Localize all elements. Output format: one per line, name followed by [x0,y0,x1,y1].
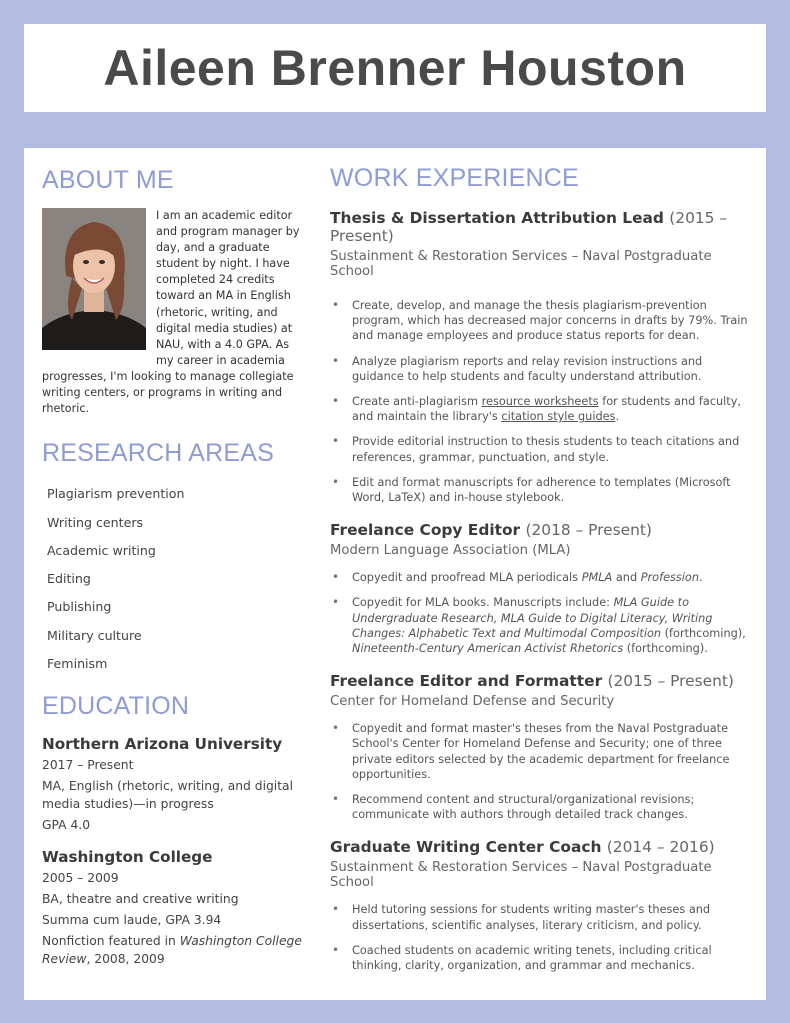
job-years: (2014 – 2016) [606,838,715,857]
job-title [330,521,754,539]
bullet-text: and [612,571,641,585]
job-title-text: Graduate Writing Center Coach [330,838,602,857]
job-bullets [330,298,754,505]
list-item: • Coached students on academic writing tenets, including critical thinking, clarity, organization, and grammar and mechanics. [330,943,754,973]
note-publication: Washington College Review [42,934,302,967]
resource-worksheets-link[interactable]: resource worksheets [481,395,599,409]
job-bullets [330,721,754,822]
school-degree: BA, theatre and creative writing [42,892,239,907]
job-title-text: Freelance Copy Editor [330,521,521,540]
list-item: • Create, develop, and manage the thesis plagiarism-prevention program, which has decreased major concerns in drafts by 79%. Train and manage employees and produce status reports for dean. [330,298,754,344]
bullet-text: . [615,410,620,424]
bullet-text: . [699,571,703,585]
school-note [42,932,310,968]
right-column [330,164,754,983]
job-title [330,672,754,690]
about-section [42,208,310,417]
school-gpa: GPA 4.0 [42,818,91,833]
job-entry [330,521,754,656]
list-item: • Analyze plagiarism reports and relay revision instructions and guidance to help students and faculty understand attribution. [330,354,754,384]
job-entry [330,672,754,822]
list-item [330,595,754,656]
job-title [330,838,754,856]
job-org: Sustainment & Restoration Services – Naval Postgraduate School [330,860,712,891]
citation-style-guides-link[interactable]: citation style guides [501,410,616,424]
left-column [42,166,310,968]
education-entry-washington [42,848,310,968]
job-title-text: Freelance Editor and Formatter [330,672,603,691]
job-entry [330,838,754,973]
education-title: EDUCATION [42,692,190,721]
list-item: Academic writing [47,542,156,558]
job-years: (2018 – Present) [525,521,652,540]
note-suffix: , 2008, 2009 [86,952,165,967]
bullet-text: for students and faculty, and maintain the library's [352,395,741,424]
about-text: I am an academic editor and program manager by day, and a graduate student by night. I have completed 24 credits toward an MA in English (rhetoric, writing, and digital media studies) at NAU, with a 4.0 GPA. As my career in academia progresses, I'm looking to manage collegiate writing centers, or programs in writing and rhetoric. [42,209,300,416]
publication-title: Nineteenth-Century American Activist Rhetorics [352,642,624,656]
publication-title: MLA Guide to Undergraduate Research, MLA Guide to Digital Literacy, Writing Changes: Alphabetic Text and Multimodal Composition [352,596,713,640]
list-item: Feminism [47,656,108,671]
header-banner [24,24,766,112]
job-title-text: Thesis & Dissertation Attribution Lead [330,209,664,227]
list-item: Military culture [47,627,142,643]
list-item: • Held tutoring sessions for students writing master's theses and dissertations, scientific analyses, literary criticism, and policy. [330,902,754,932]
bullet-text: (forthcoming), [661,626,746,640]
job-org: Center for Homeland Defense and Security [330,694,615,710]
research-title: RESEARCH AREAS [42,439,275,468]
list-item: Editing [47,571,91,587]
list-item: • Provide editorial instruction to thesis students to teach citations and references, grammar, punctuation, and style. [330,434,754,464]
school-name: Washington College [42,848,213,867]
school-degree: MA, English (rhetoric, writing, and digital media studies)—in progress [42,779,293,812]
job-org: Modern Language Association (MLA) [330,543,571,559]
about-title: ABOUT ME [42,166,174,194]
school-name: Northern Arizona University [42,735,283,754]
list-item: • Copyedit and format master's theses from the Naval Postgraduate School's Center for Homeland Defense and Security; one of three private editors selected by the academic department for freelance opportunities. [330,721,754,782]
list-item: Writing centers [47,514,144,530]
job-entry [330,209,754,505]
bullet-text: Copyedit for MLA books. Manuscripts include: [352,596,614,610]
research-list [42,484,310,682]
resume-name: Aileen Brenner Houston [103,40,687,96]
job-bullets [330,902,754,973]
resume-page [24,148,766,1000]
education-entry-nau [42,735,310,834]
publication-title: PMLA [581,571,613,585]
list-item: Publishing [47,599,112,615]
job-years: (2015 – Present) [330,209,728,245]
list-item [330,570,754,585]
job-org: Sustainment & Restoration Services – Naval Postgraduate School [330,249,712,279]
list-item [330,394,754,424]
school-years: 2017 – Present [42,758,134,773]
bullet-text: Create anti-plagiarism [352,395,482,409]
list-item: • Recommend content and structural/organizational revisions; communicate with authors through detailed track changes. [330,792,754,822]
job-title [330,209,754,245]
job-years: (2015 – Present) [607,672,734,691]
publication-title: Profession [640,571,699,585]
profile-photo [42,208,146,350]
bullet-text: Copyedit and proofread MLA periodicals [352,571,582,585]
school-honors: Summa cum laude, GPA 3.94 [42,913,222,928]
job-bullets [330,570,754,656]
list-item: Plagiarism prevention [47,486,185,502]
bullet-text: (forthcoming). [623,642,708,656]
list-item: • Edit and format manuscripts for adherence to templates (Microsoft Word, LaTeX) and in-house stylebook. [330,475,754,505]
note-prefix: Nonfiction featured in [42,934,180,949]
school-years: 2005 – 2009 [42,871,119,886]
work-title: WORK EXPERIENCE [330,164,579,192]
